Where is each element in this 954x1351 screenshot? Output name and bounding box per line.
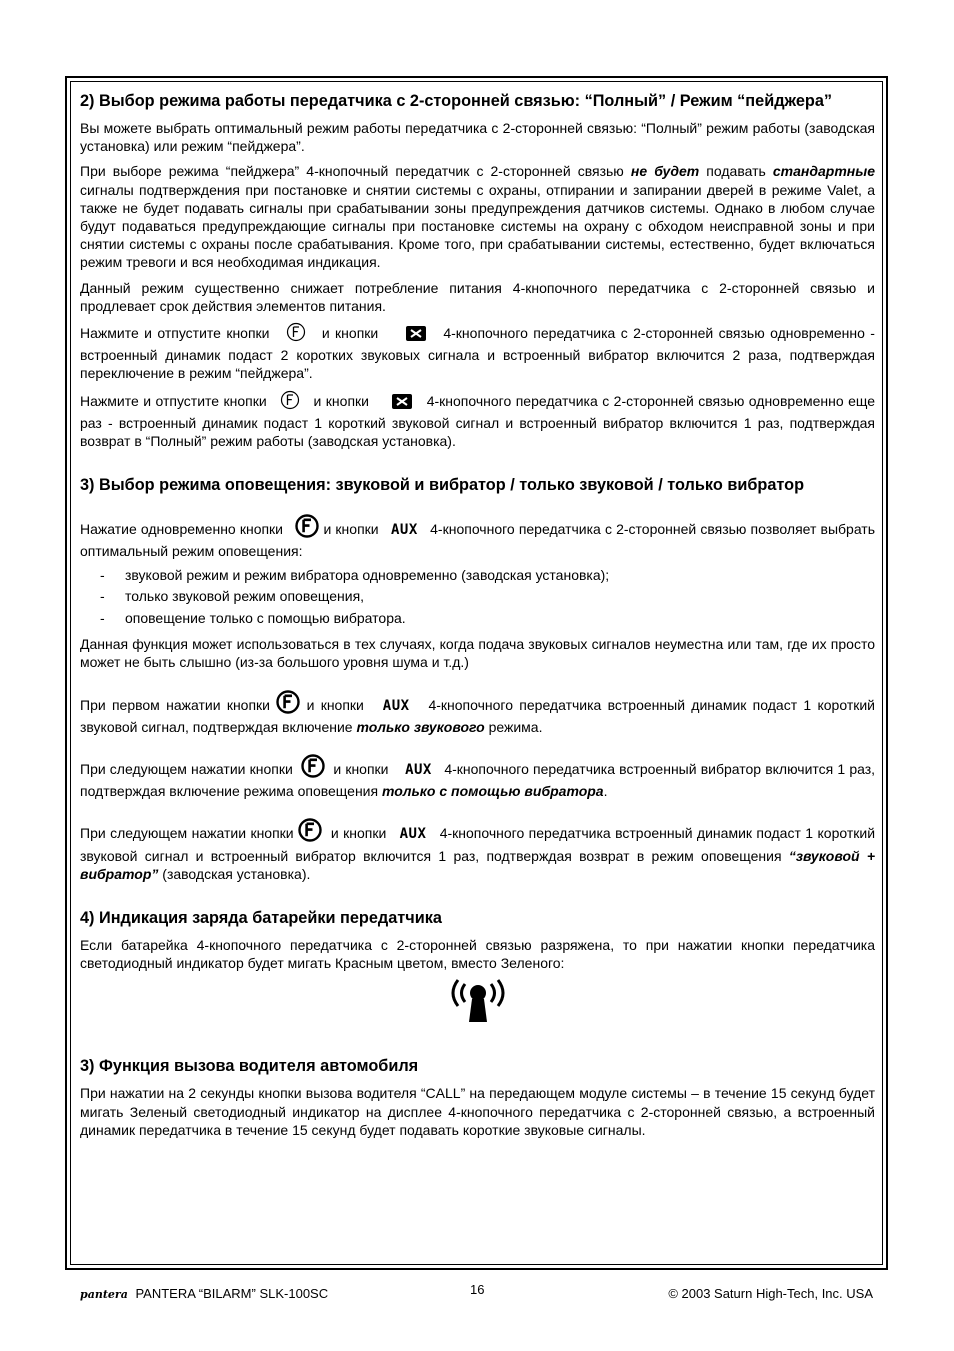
page-number: 16 xyxy=(470,1282,485,1297)
mute-button-icon xyxy=(391,393,413,414)
section-4-title: 4) Индикация заряда батарейки передатчика xyxy=(80,908,442,927)
footer-product: PANTERA “BILARM” SLK-100SC xyxy=(135,1286,329,1301)
aux-button-label: AUX xyxy=(390,522,418,539)
f-button-outline-icon xyxy=(280,390,300,414)
list-item: - звуковой режим и режим вибратора одновременно (заводская установка); xyxy=(100,566,610,583)
section-3-paragraph-4: При следующем нажатии кнопки и кнопки AUX 4-кнопочного передатчика встроенный вибратор включится 1 раз, подтверждая включение режима оповещения только с помощью вибратора. xyxy=(80,754,875,800)
section-2-paragraph-3: Данный режим существенно снижает потребление питания 4-кнопочного передатчика с 2-сторонней связью и продлевает срок действия элементов питания. xyxy=(80,279,875,314)
section-3-paragraph-1: Нажатие одновременно кнопки и кнопки AUX 4-кнопочного передатчика с 2-сторонней связью позволяет выбрать оптимальный режим оповещения: xyxy=(80,514,875,560)
list-item: - оповещение только с помощью вибратора. xyxy=(100,609,406,626)
section-3-paragraph-5: При следующем нажатии кнопки и кнопки AUX 4-кнопочного передатчика встроенный динамик подаст 1 короткий звуковой сигнал и встроенный вибратор включится 1 раз, подтверждая возврат в режим оповещения “звуковой + вибратор” (заводская установка). xyxy=(80,818,875,883)
aux-button-label: AUX xyxy=(382,697,410,714)
led-indicator-icon xyxy=(445,978,511,1033)
f-button-icon xyxy=(276,690,300,718)
section-2-title: 2) Выбор режима работы передатчика с 2-сторонней связью: “Полный” / Режим “пейджера” xyxy=(80,92,833,110)
section-3-paragraph-3: При первом нажатии кнопки и кнопки AUX 4-кнопочного передатчика встроенный динамик подаст 1 короткий звуковой сигнал, подтверждая включение только звукового режима. xyxy=(80,690,875,736)
aux-button-label: AUX xyxy=(405,761,432,778)
mute-button-icon xyxy=(405,325,427,346)
f-button-icon xyxy=(295,514,319,542)
page-footer xyxy=(80,1282,873,1312)
alert-mode-list xyxy=(80,565,875,630)
aux-button-label: AUX xyxy=(399,826,427,843)
section-2-paragraph-2: При выборе режима “пейджера” 4-кнопочный передатчик с 2-сторонней связью не будет подавать стандартные сигналы подтверждения при постановке и снятии системы с охраны, отпирании и запирании дверей в режиме Valet, а также не будет подавать сигналы при срабатывании зоны предупреждения датчиков системы. Однако в любом случае будут подаваться предупреждающие сигналы при постановке системы на охрану с обходом неисправной зоны и при снятии системы с охраны после срабатывания. Кроме того, при срабатывании системы, естественно, будет включаться режим тревоги и вся необходимая индикация. xyxy=(80,163,875,271)
section-3-paragraph-2: Данная функция может использоваться в тех случаях, когда подача звуковых сигналов неуместна или там, где их просто может не быть слышно (из-за большого уровня шума и т.д.) xyxy=(80,636,875,671)
f-button-outline-icon xyxy=(286,322,306,346)
f-button-icon xyxy=(298,818,322,846)
section-3-title: 3) Выбор режима оповещения: звуковой и вибратор / только звуковой / только вибратор xyxy=(80,476,805,495)
section-2-paragraph-1: Вы можете выбрать оптимальный режим работы передатчика с 2-сторонней связью: “Полный” режим работы (заводская установка) или режим “пейджера”. xyxy=(80,120,875,155)
section-2-paragraph-4: Нажмите и отпустите кнопки и кнопки 4-кнопочного передатчика с 2-сторонней связью одновременно - встроенный динамик подаст 2 коротких звуковых сигнала и встроенный вибратор включится 2 раза, подтверждая переключение в режим “пейджера”. xyxy=(80,322,875,383)
section-call-title: 3) Функция вызова водителя автомобиля xyxy=(80,1057,419,1076)
f-button-icon xyxy=(301,754,325,782)
section-4-paragraph-1: Если батарейка 4-кнопочного передатчика с 2-сторонней связью разряжена, то при нажатии кнопки передатчика светодиодный индикатор будет мигать Красным цветом, вместо Зеленого: xyxy=(80,936,875,972)
list-item: - только звуковой режим оповещения, xyxy=(100,588,365,605)
pantera-logo: pantera xyxy=(80,1288,128,1301)
footer-copyright: © 2003 Saturn High-Tech, Inc. USA xyxy=(668,1286,873,1301)
section-call-paragraph-1: При нажатии на 2 секунды кнопки вызова водителя “CALL” на передающем модуле системы – в течение 15 секунд будет мигать Зеленый светодиодный индикатор на дисплее 4-кнопочного передатчика с 2-сторонней связью, а встроенный динамик передатчика в течение 15 секунд будет подавать короткие звуковые сигналы. xyxy=(80,1085,875,1138)
document-content xyxy=(80,90,875,1139)
section-2-paragraph-5: Нажмите и отпустите кнопки и кнопки 4-кнопочного передатчика с 2-сторонней связью одновременно еще раз - встроенный динамик подаст 1 короткий звуковой сигнал и встроенный вибратор включится 1 раз, подтверждая возврат в “Полный” режим работы (заводская установка). xyxy=(80,390,875,451)
